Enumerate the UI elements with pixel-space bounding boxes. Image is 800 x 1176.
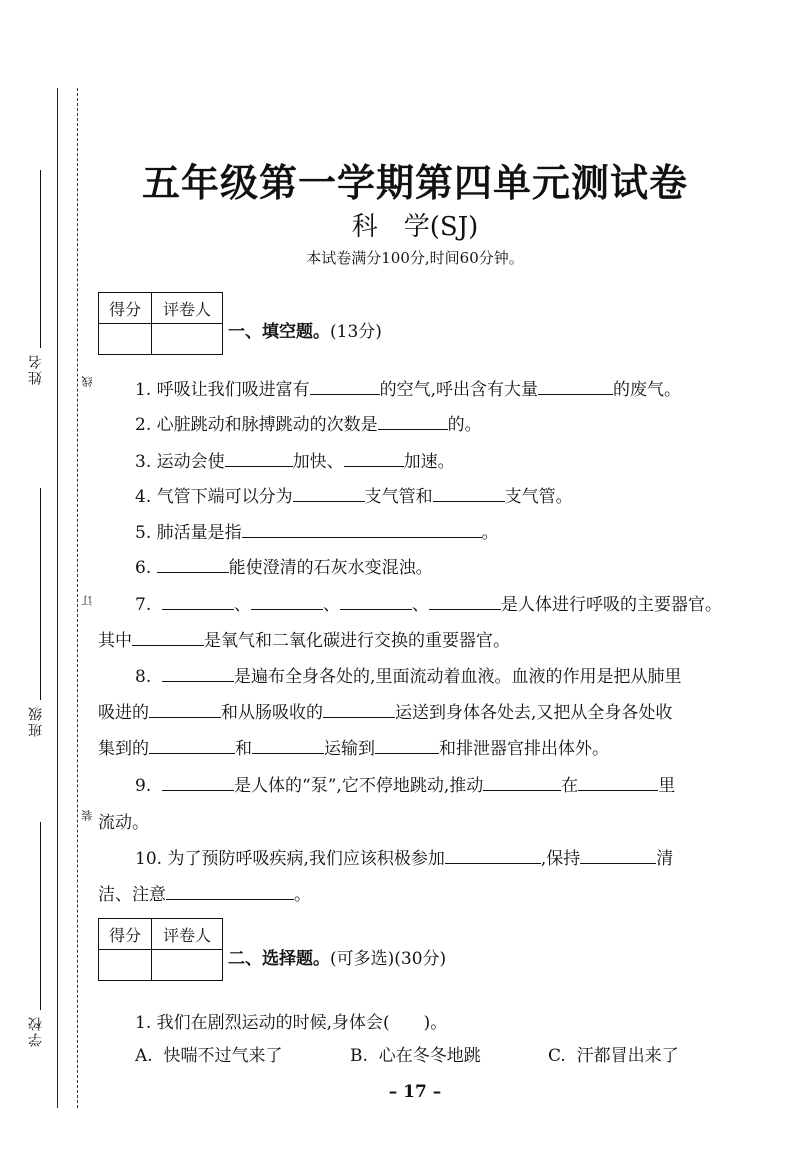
answer-blank[interactable] <box>225 448 293 467</box>
cut-char-ding: 订 <box>81 595 94 606</box>
question-10: 10. 为了预防呼吸疾病,我们应该积极参加 ,保持 清 <box>135 841 775 877</box>
section2-points: (30分) <box>394 949 447 969</box>
answer-blank[interactable] <box>251 591 323 610</box>
answer-blank[interactable] <box>166 881 294 900</box>
answer-blank[interactable] <box>162 772 234 791</box>
score-header: 得分 <box>99 293 152 324</box>
cut-char-zhuang: 装 <box>81 810 94 821</box>
answer-blank[interactable] <box>483 772 561 791</box>
score-box-section2 <box>98 918 223 981</box>
section2-heading <box>228 944 446 969</box>
answer-blank[interactable] <box>375 735 439 754</box>
question-5: 5. 肺活量是指 。 <box>135 515 775 551</box>
answer-blank[interactable] <box>252 735 324 754</box>
question-1: 1. 呼吸让我们吸进富有 的空气,呼出含有大量 的废气。 <box>135 372 775 408</box>
question-8-line3: 集到的 和 运输到 和排泄器官排出体外。 <box>98 731 738 767</box>
question-9-cont: 流动。 <box>98 813 149 833</box>
option-b[interactable]: B. 心在冬冬地跳 <box>350 1046 481 1066</box>
section1-points: (13分) <box>330 322 382 342</box>
answer-blank[interactable] <box>132 627 204 646</box>
cut-char-xian: 线 <box>81 376 94 387</box>
section2-subnote: (可多选) <box>330 949 395 969</box>
question-8-line2: 吸进的 和从肠吸收的 运送到身体各处去,又把从全身各处收 <box>98 695 738 731</box>
question-6: 6. 能使澄清的石灰水变混浊。 <box>135 550 775 586</box>
grader-cell[interactable] <box>152 324 223 355</box>
answer-blank[interactable] <box>293 483 365 502</box>
answer-blank[interactable] <box>149 699 221 718</box>
school-label: 学校 <box>28 1015 44 1047</box>
section1-title: 一、填空题。 <box>228 322 330 342</box>
question-9: 9. 是人体的“泵”,它不停地跳动,推动 在 里 <box>135 768 775 804</box>
answer-blank[interactable] <box>429 591 501 610</box>
question-2: 2. 心脏跳动和脉搏跳动的次数是 的。 <box>135 407 775 443</box>
answer-blank[interactable] <box>323 699 395 718</box>
choice-question-1: 1. 我们在剧烈运动的时候,身体会( )。 <box>135 1013 448 1033</box>
answer-blank[interactable] <box>162 591 234 610</box>
score-header: 得分 <box>99 919 152 950</box>
answer-blank[interactable] <box>149 735 235 754</box>
page-number: – 17 – <box>388 1082 442 1102</box>
question-7: 7. 、 、 、 是人体进行呼吸的主要器官。 <box>135 587 775 623</box>
score-cell[interactable] <box>99 324 152 355</box>
grader-header: 评卷人 <box>152 293 223 324</box>
answer-blank[interactable] <box>344 448 404 467</box>
section1-heading <box>228 317 382 342</box>
answer-blank[interactable] <box>538 376 613 395</box>
class-label: 班级 <box>28 705 44 737</box>
name-label: 姓名 <box>28 353 44 385</box>
question-4: 4. 气管下端可以分为 支气管和 支气管。 <box>135 479 775 515</box>
score-box-section1 <box>98 292 223 355</box>
answer-blank[interactable] <box>445 845 541 864</box>
answer-blank[interactable] <box>378 411 448 430</box>
answer-blank[interactable] <box>162 663 234 682</box>
subject-title: 科 学(SJ) <box>351 212 479 242</box>
answer-blank[interactable] <box>157 554 229 573</box>
question-10-cont: 洁、注意 。 <box>98 877 738 913</box>
grader-header: 评卷人 <box>152 919 223 950</box>
grader-cell[interactable] <box>152 950 223 981</box>
option-c[interactable]: C. 汗都冒出来了 <box>548 1046 679 1066</box>
option-a[interactable]: A. 快喘不过气来了 <box>135 1046 283 1066</box>
score-cell[interactable] <box>99 950 152 981</box>
exam-note: 本试卷满分100分,时间60分钟。 <box>306 249 524 267</box>
question-3: 3. 运动会使 加快、 加速。 <box>135 444 775 480</box>
answer-blank[interactable] <box>580 845 656 864</box>
question-8: 8. 是遍布全身各处的,里面流动着血液。血液的作用是把从肺里 <box>135 659 775 695</box>
page-title: 五年级第一学期第四单元测试卷 <box>141 160 688 205</box>
question-7-cont: 其中 是氧气和二氧化碳进行交换的重要器官。 <box>98 623 738 659</box>
answer-blank[interactable] <box>578 772 658 791</box>
section2-title: 二、选择题。 <box>228 949 330 969</box>
class-blank[interactable] <box>40 488 41 700</box>
answer-blank[interactable] <box>242 519 482 538</box>
answer-blank[interactable] <box>310 376 380 395</box>
answer-blank[interactable] <box>340 591 412 610</box>
answer-blank[interactable] <box>433 483 505 502</box>
school-blank[interactable] <box>40 822 41 1010</box>
